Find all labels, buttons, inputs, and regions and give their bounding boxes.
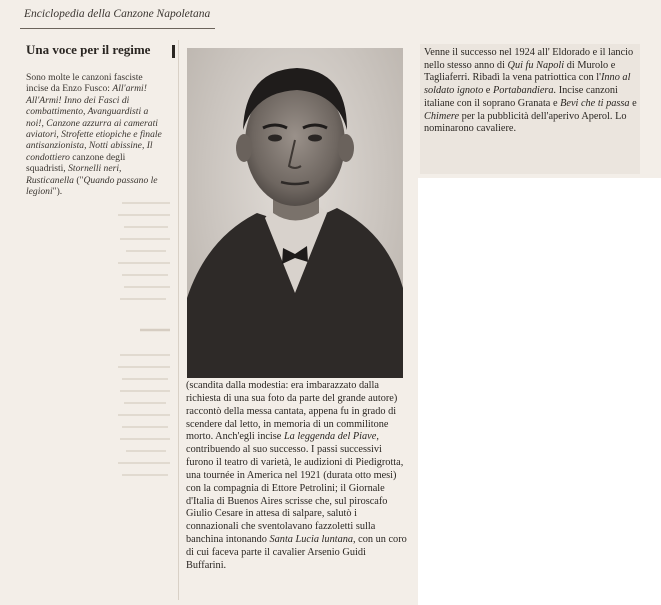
- main-text-part: , con un coro di cui faceva parte il cavalier Arsenio Guidi Buffarini.: [186, 534, 407, 571]
- sidebar-text-part: ").: [52, 186, 63, 198]
- sidebar-text-part: Quando passano le legioni: [26, 174, 158, 198]
- right-column-text: [424, 47, 638, 136]
- right-text-part: per la pubblicità dell'aperivo Aperol. Lo nominarono cavaliere.: [424, 110, 627, 135]
- main-text-part: Santa Lucia luntana: [269, 534, 354, 546]
- sidebar-title: Una voce per il regime: [26, 42, 151, 57]
- sidebar-text-part: canzone degli squadristi,: [26, 151, 126, 175]
- main-text-part: (scandita dalla modestia: era imbarazzato dalla richiesta di una sua foto da parte del grande autore) raccontò della messa cantata, appena fu in grado di scendere dal letto, in memoria di un commilitone morto. Anch'egli incise: [186, 380, 398, 443]
- right-text-part: Portabandiera.: [492, 85, 557, 97]
- blank-area: [418, 178, 661, 605]
- sidebar-text-part: Stornelli neri, Rusticanella: [26, 163, 122, 186]
- main-text-part: , contribuendo al suo successo. I passi successivi furono il teatro di varietà, le audizioni di Piedigrotta, una tournée in America nel 1921 (durata otto mesi) con la compagnia di Ettore Petrolini; il Giornale d'Italia di Buenos Aires scrisse che, sul piroscafo Giulio Cesare in attesa di salpare, salutò i connazionali che sventolavano fazzoletti sulla banchina intonando: [186, 431, 404, 546]
- right-text-part: Chimere: [424, 110, 460, 122]
- right-text-part: Inno al soldato ignoto: [424, 72, 631, 97]
- right-text-part: e: [483, 85, 493, 97]
- main-column-text: [186, 380, 408, 573]
- sidebar-text: [26, 72, 166, 197]
- sidebar-text-part: All'armi! All'Armi! Inno dei Fasci di combattimento, Avanguardisti a noi!, Canzone azzurra ai camerati aviatori, Strofette etiopiche e finale antisanzionista, Notti abissine, Il condottiero: [26, 83, 162, 163]
- sidebar-text-part: Sono molte le canzoni fasciste incise da Enzo Fusco:: [26, 72, 143, 95]
- sidebar-text-part: (": [73, 174, 84, 186]
- right-text-part: Incise canzoni italiane con il soprano Granata e: [424, 85, 618, 109]
- column-divider: [178, 40, 179, 600]
- page-header-title: Enciclopedia della Canzone Napoletana: [24, 8, 211, 20]
- sidebar-title-bar: [172, 45, 175, 58]
- right-text-part: di Murolo e Tagliaferri. Ribadì la vena patriottica con l': [424, 59, 616, 84]
- header-rule: [20, 28, 215, 29]
- main-text-part: La leggenda del Piave: [283, 431, 377, 443]
- right-text-part: Bevi che ti passa: [560, 97, 630, 109]
- portrait-illustration: [187, 48, 403, 378]
- right-text-part: e: [629, 97, 637, 109]
- portrait-photo: [187, 48, 403, 378]
- right-text-part: Qui fu Napoli: [507, 59, 565, 71]
- right-text-part: Venne il successo nel 1924 all' Eldorado e il lancio nello stesso anno di: [424, 47, 634, 71]
- show-through-marks: [110, 195, 176, 595]
